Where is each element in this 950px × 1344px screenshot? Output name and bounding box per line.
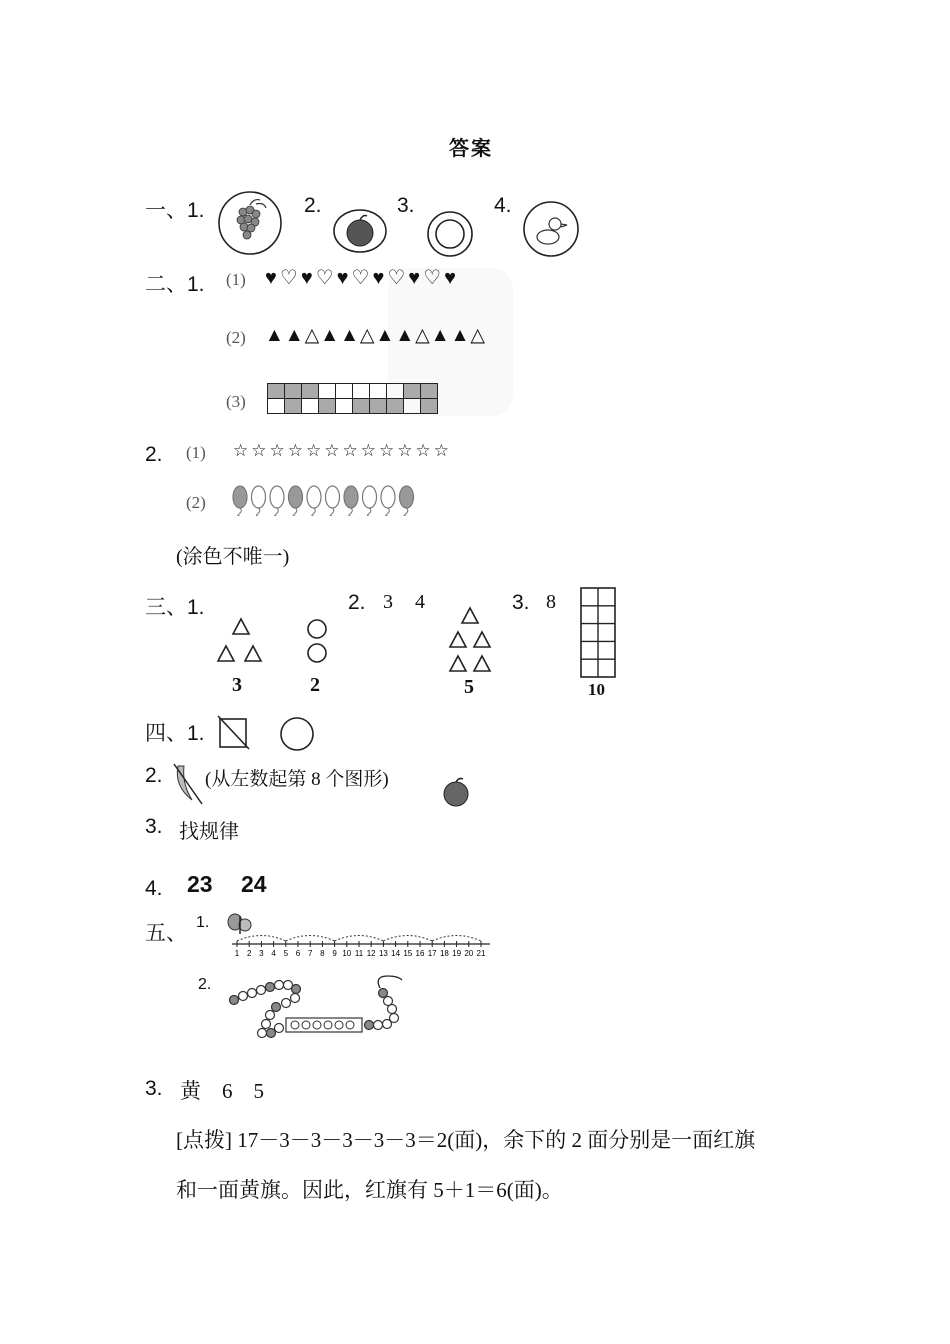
balloon-icon [363, 486, 377, 516]
circle-shape-icon [278, 715, 316, 753]
triangle-symbol: ▲ [320, 325, 341, 346]
hop-arc [335, 936, 384, 942]
number-line-tick-label: 13 [378, 949, 388, 958]
triangle-symbol: ▲ [265, 325, 285, 346]
grid-cell [302, 399, 319, 414]
s4-part2-text: (从左数起第 8 个图形) [205, 769, 389, 790]
s3-count-1: 3 [232, 674, 242, 696]
grid-cell [404, 384, 421, 399]
s1-item-3-label: 3. [397, 194, 415, 217]
heart-symbol: ♡ [315, 267, 337, 289]
number-line-tick-label: 17 [427, 949, 437, 958]
heart-symbol: ♥ [265, 267, 280, 289]
grid-cell [268, 399, 285, 414]
heart-symbol: ♡ [279, 267, 301, 289]
balloon-icon [307, 486, 321, 516]
grid-cell [421, 384, 438, 399]
s3-part3-label: 3. [512, 591, 530, 614]
ring-icon [425, 210, 475, 258]
triangle-symbol: △ [359, 325, 376, 346]
triangles-pattern [265, 326, 486, 345]
s3-count-4: 10 [588, 680, 605, 699]
s2-q1-tag: (1) [226, 270, 246, 289]
s2-p2-q1-tag: (1) [186, 443, 206, 462]
heart-symbol: ♥ [444, 267, 459, 289]
s4-part4-label: 4. [145, 877, 163, 900]
number-line-tick-label: 18 [439, 949, 449, 958]
hop-arc [237, 936, 286, 942]
balloon-icon [381, 486, 395, 516]
number-line-tick-label: 7 [307, 949, 313, 958]
heart-symbol: ♥ [372, 267, 388, 289]
triangles-3-icon [214, 615, 270, 667]
number-line [228, 928, 496, 958]
s3-part2-label: 2. [348, 591, 366, 614]
star-symbol: ☆ [433, 441, 452, 460]
star-symbol: ☆ [342, 441, 361, 460]
s2-q3-tag: (3) [226, 392, 246, 411]
star-symbol: ☆ [379, 441, 398, 460]
section-2-label: 二、1. [145, 273, 205, 296]
balloon-icon [400, 486, 414, 516]
grid-cell [353, 399, 370, 414]
triangle-symbol: ▲ [284, 325, 305, 346]
triangle-symbol: △ [304, 325, 321, 346]
grid-cell [370, 384, 387, 399]
number-line-tick-label: 12 [366, 949, 376, 958]
number-line-tick-label: 11 [354, 949, 364, 958]
section-5-label: 五、 [145, 922, 187, 945]
apple-in-circle-icon [332, 208, 388, 254]
star-symbol: ☆ [397, 441, 416, 460]
number-line-tick-label: 6 [295, 949, 301, 958]
star-symbol: ☆ [251, 441, 270, 460]
number-line-tick-label: 19 [452, 949, 462, 958]
star-symbol: ☆ [415, 441, 434, 460]
balloon-icon [252, 486, 266, 516]
balloon-icon [270, 486, 284, 516]
s1-item-2-label: 2. [304, 194, 322, 217]
triangle-symbol: ▲ [375, 325, 396, 346]
s5-part3-answer: 黄 6 5 [180, 1079, 264, 1103]
s2-q2-tag: (2) [226, 328, 246, 347]
triangle-symbol: ▲ [430, 325, 451, 346]
star-symbol: ☆ [287, 441, 306, 460]
balloon-icon [344, 486, 358, 516]
number-line-tick-label: 16 [415, 949, 425, 958]
grid-cell [319, 384, 336, 399]
stars-pattern [233, 442, 452, 459]
grid-cell [421, 399, 438, 414]
grid-cell [302, 384, 319, 399]
s2-part2-label: 2. [145, 443, 163, 466]
heart-symbol: ♡ [387, 267, 409, 289]
number-line-tick-label: 3 [259, 949, 264, 958]
grid-cell [336, 384, 353, 399]
s5-part3-label: 3. [145, 1077, 163, 1100]
star-symbol: ☆ [324, 441, 343, 460]
s3-part2-answer-b: 4 [415, 591, 425, 613]
s5-part1-label: 1. [196, 914, 210, 931]
section-3-label: 三、1. [145, 596, 205, 619]
grid-cell [319, 399, 336, 414]
heart-symbol: ♥ [300, 267, 316, 289]
s4-part2-label: 2. [145, 764, 163, 787]
grapes-in-circle-icon [216, 190, 284, 256]
coloring-note: (涂色不唯一) [176, 546, 290, 568]
hint-line-2: 和一面黄旗。因此，红旗有 5＋1＝6(面)。 [176, 1178, 563, 1202]
triangle-symbol: △ [415, 325, 431, 346]
grid-cell [370, 399, 387, 414]
grid-cell [404, 399, 421, 414]
s3-count-3: 5 [464, 676, 474, 698]
s4-part3-text: 找规律 [179, 821, 239, 843]
s5-part2-label: 2. [198, 976, 212, 993]
heart-symbol: ♡ [423, 267, 445, 289]
triangles-5-icon [444, 604, 496, 676]
number-line-tick-label: 10 [342, 949, 352, 958]
star-symbol: ☆ [360, 441, 379, 460]
section-1-label: 一、1. [145, 199, 205, 222]
duck-in-circle-icon [521, 200, 581, 258]
triangle-symbol: ▲ [450, 325, 471, 346]
number-line-tick-label: 8 [320, 949, 325, 958]
number-line-tick-label: 1 [234, 949, 240, 958]
s3-part3-answer: 8 [546, 591, 556, 613]
star-symbol: ☆ [306, 441, 325, 460]
grid-cell [285, 384, 302, 399]
hop-arc [286, 936, 335, 942]
balloon-icon [326, 486, 340, 516]
grid-cell [387, 399, 404, 414]
triangle-symbol: △ [470, 325, 486, 346]
s4-part4-answer-a: 23 [187, 871, 213, 897]
number-line-tick-label: 15 [403, 949, 413, 958]
section-4-label: 四、1. [145, 722, 205, 745]
triangle-symbol: ▲ [395, 325, 416, 346]
star-symbol: ☆ [269, 441, 288, 460]
s4-part3-label: 3. [145, 815, 163, 838]
grid-cell [336, 399, 353, 414]
star-symbol: ☆ [233, 441, 252, 460]
number-line-tick-label: 20 [464, 949, 474, 958]
heart-symbol: ♥ [336, 267, 352, 289]
s3-count-2: 2 [310, 674, 320, 696]
balloons-pattern [230, 484, 420, 516]
ten-frame-grid [579, 586, 619, 680]
number-line-tick-label: 2 [246, 949, 252, 958]
hop-arc [432, 936, 481, 942]
shaded-squares-grid [267, 383, 438, 414]
grid-cell [353, 384, 370, 399]
hop-arc [383, 936, 432, 942]
number-line-tick-label: 14 [391, 949, 401, 958]
circles-2-icon [302, 617, 332, 667]
grid-cell [268, 384, 285, 399]
s4-part4-answer-b: 24 [241, 871, 267, 897]
grid-cell [387, 384, 404, 399]
s1-item-4-label: 4. [494, 194, 512, 217]
crossed-banana-icon [170, 760, 206, 806]
s2-p2-q2-tag: (2) [186, 493, 206, 512]
triangle-symbol: ▲ [340, 325, 360, 346]
hint-line-1: [点拨] 17－3－3－3－3－3＝2(面)，余下的 2 面分别是一面红旗 [176, 1128, 756, 1152]
balloon-icon [233, 486, 247, 516]
heart-symbol: ♡ [351, 267, 373, 289]
page-title: 答案 [449, 138, 493, 160]
apple-icon [440, 776, 472, 808]
crossed-square-icon [216, 714, 252, 752]
bead-string-diagram [226, 972, 410, 1044]
number-line-tick-label: 4 [271, 949, 276, 958]
hearts-pattern [265, 268, 459, 288]
balloon-icon [289, 486, 303, 516]
grid-cell [285, 399, 302, 414]
number-line-tick-label: 5 [283, 949, 289, 958]
heart-symbol: ♥ [408, 267, 424, 289]
number-line-tick-label: 21 [476, 949, 486, 958]
number-line-tick-label: 9 [332, 949, 337, 958]
s3-part2-answer-a: 3 [383, 591, 393, 613]
